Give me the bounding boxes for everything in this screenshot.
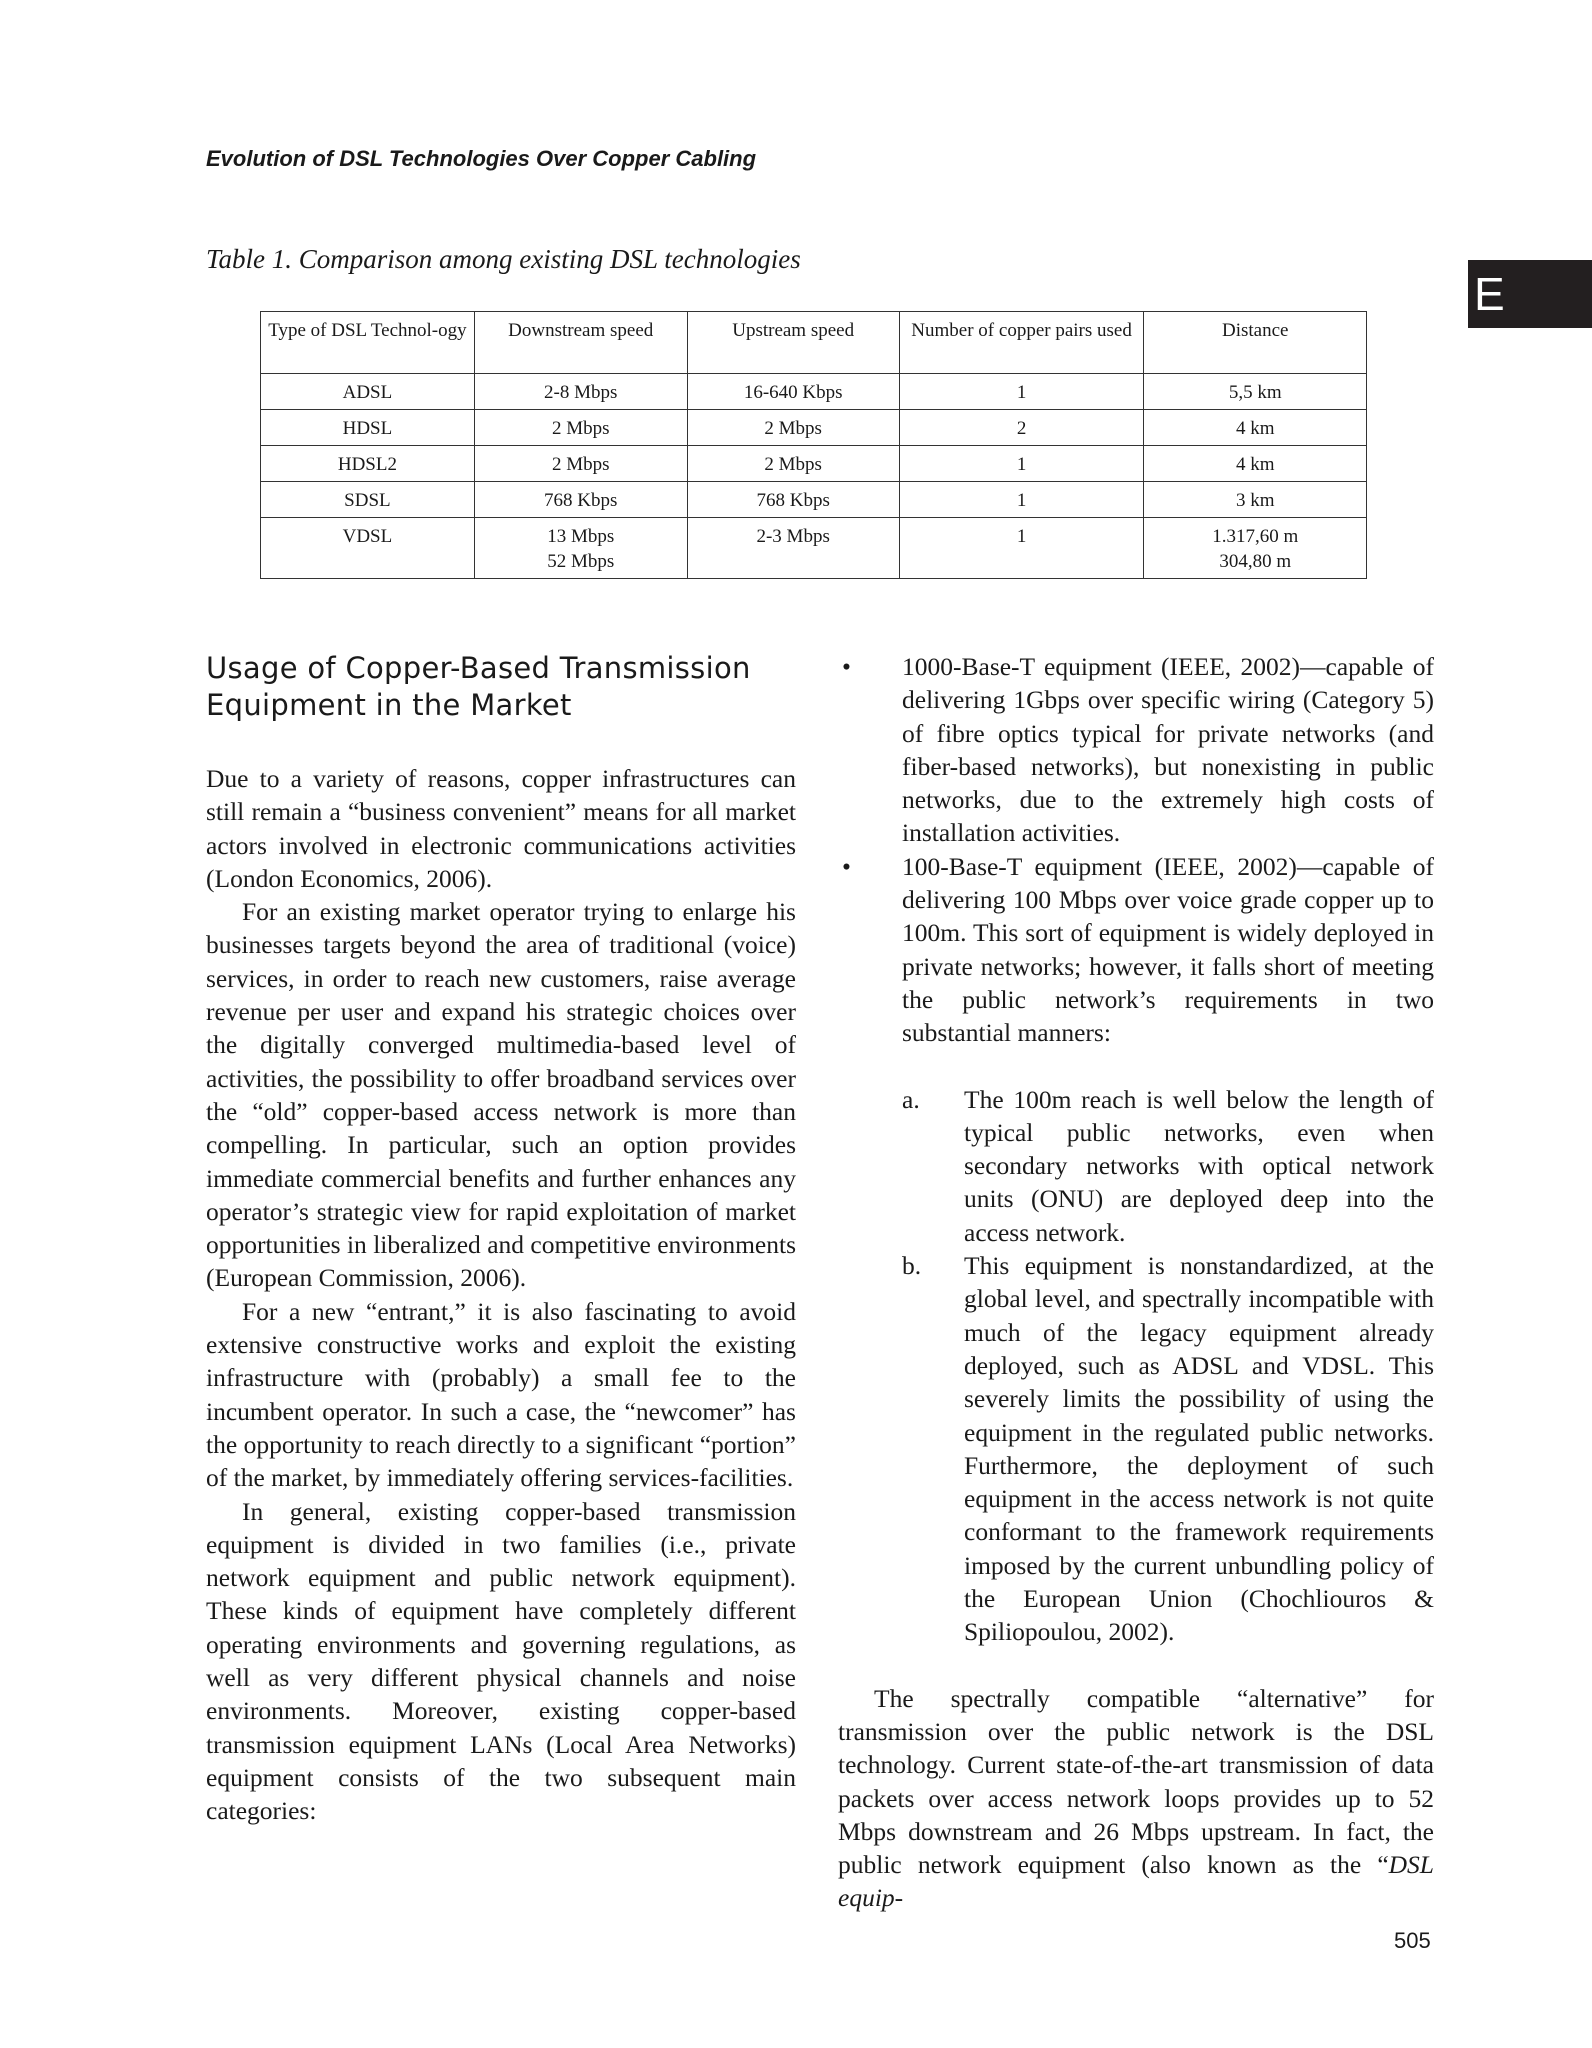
table-cell: 2-3 Mbps bbox=[687, 518, 899, 579]
table-caption: Table 1. Comparison among existing DSL technologies bbox=[206, 244, 801, 274]
header-type: Type of DSL Technol-ogy bbox=[261, 312, 475, 374]
table-row bbox=[261, 410, 1367, 446]
sub-item-mark: b. bbox=[902, 1251, 922, 1281]
table-cell: 2 Mbps bbox=[687, 410, 899, 446]
sub-item-text: This equipment is nonstandardized, at the global level, and spectrally incompatible with much of the legacy equipment already deployed, such as ADSL and VDSL. This severely limits the possibility of using the equipment in the regulated public networks. Furthermore, the deployment of such equipment in the access network is not quite conformant to the framework requirements imposed by the current unbundling policy of the European Union (Chochliouros & Spiliopoulou, 2002). bbox=[964, 1251, 1434, 1647]
table-cell: 16-640 Kbps bbox=[687, 374, 899, 410]
table-cell: 2 Mbps bbox=[474, 446, 687, 482]
cell-line: 13 Mbps bbox=[547, 526, 615, 547]
section-heading: Usage of Copper-Based Transmission Equipment in the Market bbox=[206, 651, 751, 722]
sub-item-mark: a. bbox=[902, 1084, 920, 1114]
right-column bbox=[838, 650, 1434, 1915]
running-head: Evolution of DSL Technologies Over Copper Cabling bbox=[206, 146, 757, 171]
table-cell: 3 km bbox=[1144, 482, 1367, 518]
table-row bbox=[261, 374, 1367, 410]
paragraph-italic: DSL equip- bbox=[838, 1850, 1434, 1913]
list-item bbox=[838, 850, 1434, 1050]
table-cell: HDSL bbox=[261, 410, 475, 446]
table-row bbox=[261, 482, 1367, 518]
header-copper-pairs: Number of copper pairs used bbox=[899, 312, 1144, 374]
paragraph bbox=[838, 1682, 1434, 1915]
table-cell: HDSL2 bbox=[261, 446, 475, 482]
cell-line: 52 Mbps bbox=[547, 551, 615, 572]
table-cell: 4 km bbox=[1144, 410, 1367, 446]
table-cell: 2 Mbps bbox=[474, 410, 687, 446]
bullet-mark: • bbox=[842, 652, 851, 681]
table-row bbox=[261, 446, 1367, 482]
paragraph: Due to a variety of reasons, copper infrastructures can still remain a “business convenient” means for all market actors involved in electronic communications activities (London Economics, 2006). bbox=[206, 764, 796, 893]
table-cell bbox=[1144, 518, 1367, 579]
bullet-text: 1000-Base-T equipment (IEEE, 2002)—capable of delivering 1Gbps over specific wiring (Category 5) of fibre optics typical for private networks (and fiber-based networks), but nonexisting in public networks, due to the extremely high costs of installation activities. bbox=[902, 652, 1434, 848]
list-item bbox=[838, 650, 1434, 850]
bullet-text: 100-Base-T equipment (IEEE, 2002)—capable of delivering 100 Mbps over voice grade copper up to 100m. This sort of equipment is widely deployed in private networks; however, it falls short of meeting the public network’s requirements in two substantial manners: bbox=[902, 851, 1434, 1048]
header-downstream: Downstream speed bbox=[474, 312, 687, 374]
table-cell: VDSL bbox=[261, 518, 475, 579]
table-cell: 5,5 km bbox=[1144, 374, 1367, 410]
table-cell: 768 Kbps bbox=[687, 482, 899, 518]
paragraph: For an existing market operator trying to enlarge his businesses targets beyond the area of traditional (voice) services, in order to reach new customers, raise average revenue per user and expand his strategic choices over the digitally converged multimedia-based level of activities, the possibility to offer broadband services over the “old” copper-based access network is more than compelling. In particular, such an option provides immediate commercial benefits and further enhances any operator’s strategic view for rapid exploitation of market opportunities in liberalized and competitive environments (European Commission, 2006). bbox=[206, 897, 796, 1293]
table-cell: SDSL bbox=[261, 482, 475, 518]
table-cell: 2 Mbps bbox=[687, 446, 899, 482]
bullet-mark: • bbox=[842, 851, 851, 881]
table-row bbox=[261, 518, 1367, 579]
header-distance: Distance bbox=[1144, 312, 1367, 374]
table-header-row bbox=[261, 312, 1367, 374]
list-item bbox=[902, 1083, 1434, 1249]
paragraph-text: The spectrally compatible “alternative” for transmission over the public network is the DSL technology. Current state-of-the-art transmission of data packets over access network loops provides up to 52 Mbps downstream and 26 Mbps upstream. In fact, the public network equipment (also known as the “ bbox=[838, 1683, 1434, 1880]
table-cell: 768 Kbps bbox=[474, 482, 687, 518]
table-cell: 4 km bbox=[1144, 446, 1367, 482]
sub-item-text: The 100m reach is well below the length of typical public networks, even when secondary networks with optical network units (ONU) are deployed deep into the access network. bbox=[964, 1084, 1434, 1247]
cell-line: 304,80 m bbox=[1219, 551, 1292, 572]
list-item bbox=[902, 1249, 1434, 1649]
table-cell: 1 bbox=[899, 374, 1144, 410]
table-cell: ADSL bbox=[261, 374, 475, 410]
section-letter-tab: E bbox=[1468, 260, 1592, 328]
page-number: 505 bbox=[1394, 1928, 1431, 1953]
table-cell: 1 bbox=[899, 446, 1144, 482]
table-cell: 2 bbox=[899, 410, 1144, 446]
dsl-comparison-table bbox=[260, 311, 1367, 579]
paragraph: For a new “entrant,” it is also fascinating to avoid extensive constructive works and exploit the existing infrastructure with (probably) a small fee to the incumbent operator. In such a case, the “newcomer” has the opportunity to reach directly to a significant “portion” of the market, by immediately offering services-facilities. bbox=[206, 1296, 796, 1493]
paragraph: In general, existing copper-based transmission equipment is divided in two families (i.e., private network equipment and public network equipment). These kinds of equipment have completely different operating environments and governing regulations, as well as very different physical channels and noise environments. Moreover, existing copper-based transmission equipment LANs (Local Area Networks) equipment consists of the two subsequent main categories: bbox=[206, 1496, 796, 1826]
left-column bbox=[206, 650, 796, 1828]
header-upstream: Upstream speed bbox=[687, 312, 899, 374]
table-cell bbox=[474, 518, 687, 579]
table-cell: 1 bbox=[899, 518, 1144, 579]
cell-line: 1.317,60 m bbox=[1212, 526, 1299, 547]
table-cell: 2-8 Mbps bbox=[474, 374, 687, 410]
sub-list bbox=[838, 1083, 1434, 1649]
table-cell: 1 bbox=[899, 482, 1144, 518]
